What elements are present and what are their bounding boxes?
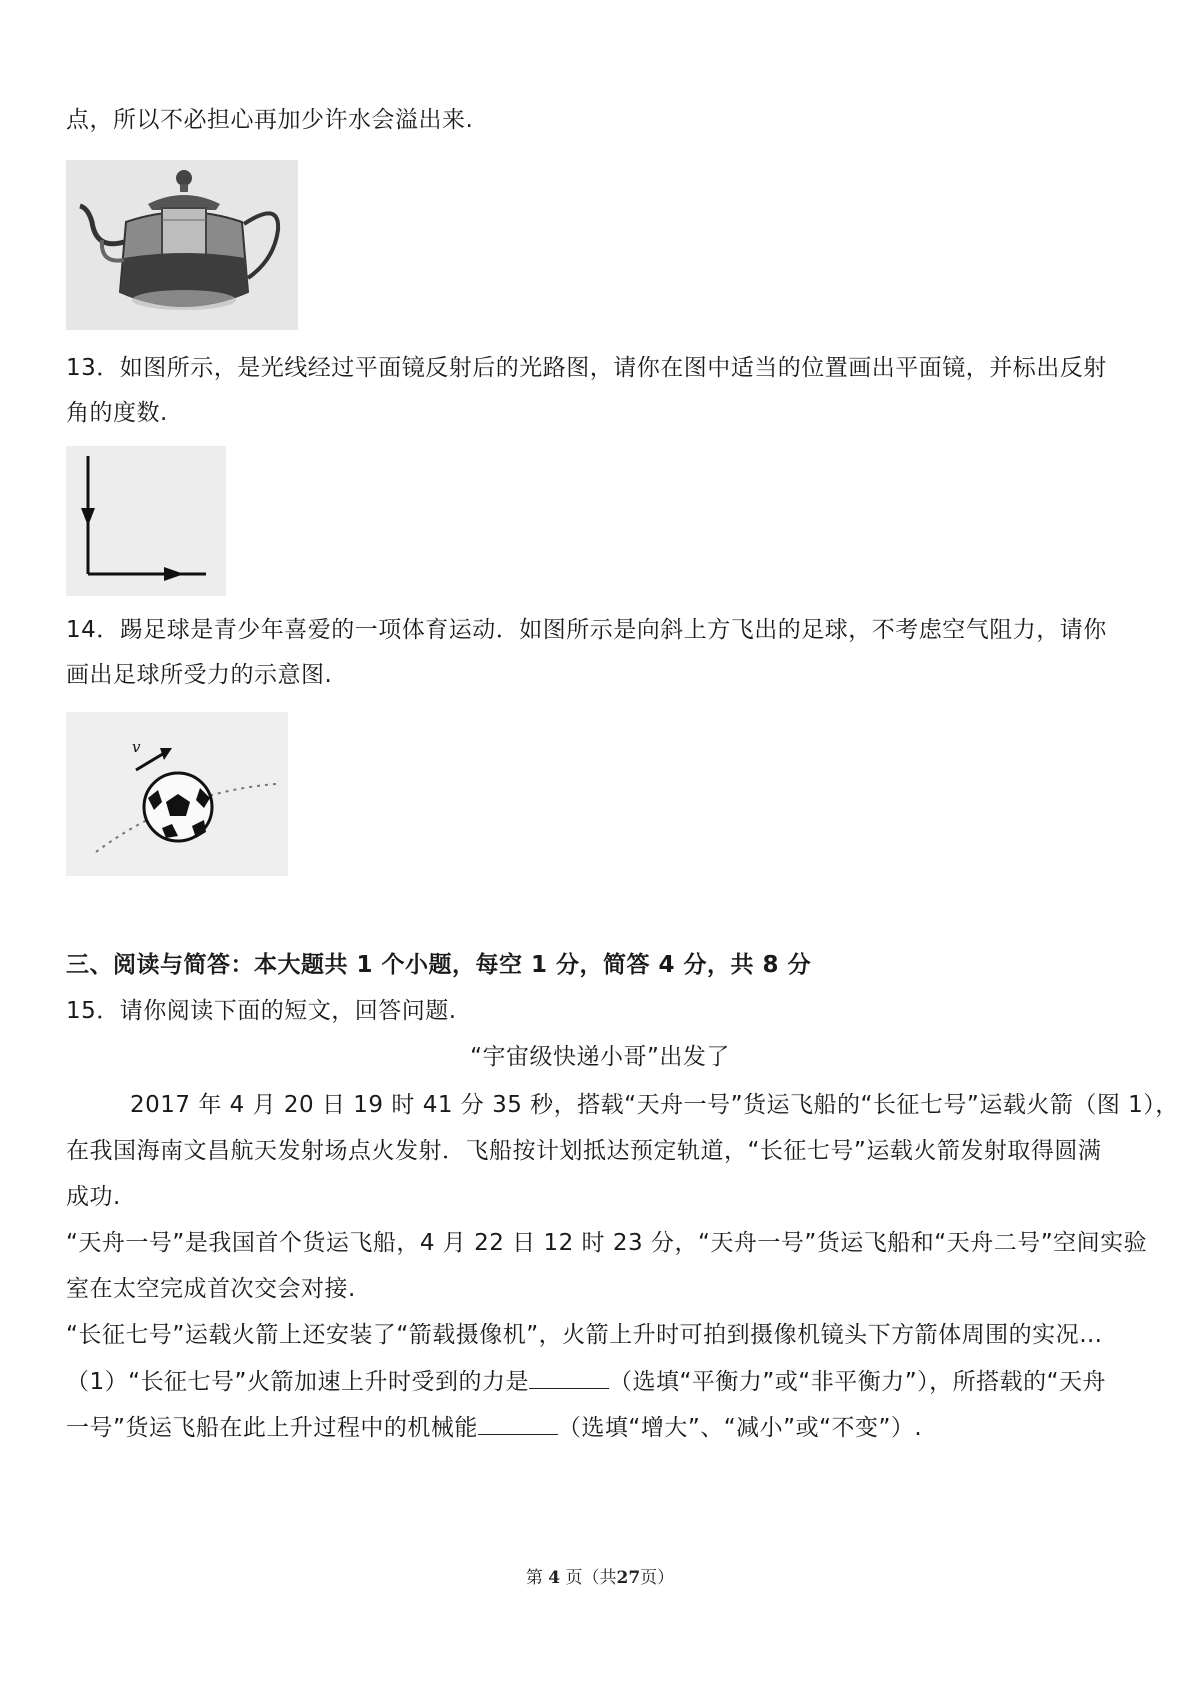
sub-question-1-text-d: （选填“增大”、“减小”或“不变”）. bbox=[557, 1415, 923, 1441]
sub-question-1-line-1 bbox=[66, 1366, 1134, 1397]
answer-blank-2[interactable] bbox=[478, 1412, 558, 1435]
soccer-ball-figure bbox=[66, 712, 288, 876]
section-3-heading: 三、阅读与简答：本大题共 1 个小题，每空 1 分，简答 4 分，共 8 分 bbox=[66, 952, 812, 978]
sub-question-1-text-c: 一号”货运飞船在此上升过程中的机械能 bbox=[66, 1415, 478, 1441]
question-14-line-2: 画出足球所受力的示意图. bbox=[66, 662, 333, 688]
question-15-line: 15．请你阅读下面的短文，回答问题. bbox=[66, 998, 457, 1024]
question-13-line-1: 13．如图所示，是光线经过平面镜反射后的光路图，请你在图中适当的位置画出平面镜，并标出反射 bbox=[66, 355, 1107, 381]
text-line: 点，所以不必担心再加少许水会溢出来. bbox=[66, 107, 474, 133]
footer-suffix: 页） bbox=[640, 1568, 675, 1588]
answer-blank-1[interactable] bbox=[529, 1366, 609, 1389]
sub-question-1-text-b: （选填“平衡力”或“非平衡力”），所搭载的“天舟 bbox=[608, 1369, 1107, 1395]
footer-page-number: 4 bbox=[548, 1568, 561, 1588]
article-paragraph-2-line-1: “天舟一号”是我国首个货运飞船，4 月 22 日 12 时 23 分，“天舟一号”货运飞船和“天舟二号”空间实验 bbox=[66, 1230, 1148, 1256]
article-paragraph-1-line-2: 在我国海南文昌航天发射场点火发射．飞船按计划抵达预定轨道，“长征七号”运载火箭发射取得圆满 bbox=[66, 1138, 1102, 1164]
article-paragraph-1-line-3: 成功. bbox=[66, 1184, 121, 1210]
article-paragraph-1-line-1: 2017 年 4 月 20 日 19 时 41 分 35 秒，搭载“天舟一号”货运飞船的“长征七号”运载火箭（图 1）， bbox=[130, 1092, 1179, 1118]
light-path-diagram bbox=[66, 446, 226, 596]
question-13-line-2: 角的度数. bbox=[66, 400, 168, 426]
question-14-line-1: 14．踢足球是青少年喜爱的一项体育运动．如图所示是向斜上方飞出的足球，不考虑空气阻力，请你 bbox=[66, 617, 1107, 643]
sub-question-1-line-2 bbox=[66, 1412, 1134, 1443]
article-paragraph-3: “长征七号”运载火箭上还安装了“箭载摄像机”，火箭上升时可拍到摄像机镜头下方箭体周围的实况… bbox=[66, 1322, 1103, 1348]
footer-middle: 页（共 bbox=[565, 1568, 617, 1588]
page-footer bbox=[0, 1563, 1200, 1588]
article-title: “宇宙级快递小哥”出发了 bbox=[470, 1044, 730, 1070]
sub-question-1-text-a: （1）“长征七号”火箭加速上升时受到的力是 bbox=[66, 1369, 529, 1395]
teapot-photo bbox=[66, 160, 298, 330]
footer-prefix: 第 bbox=[525, 1568, 543, 1588]
footer-total-pages: 27 bbox=[616, 1568, 641, 1588]
velocity-label: v bbox=[132, 738, 141, 756]
article-paragraph-2-line-2: 室在太空完成首次交会对接. bbox=[66, 1276, 356, 1302]
